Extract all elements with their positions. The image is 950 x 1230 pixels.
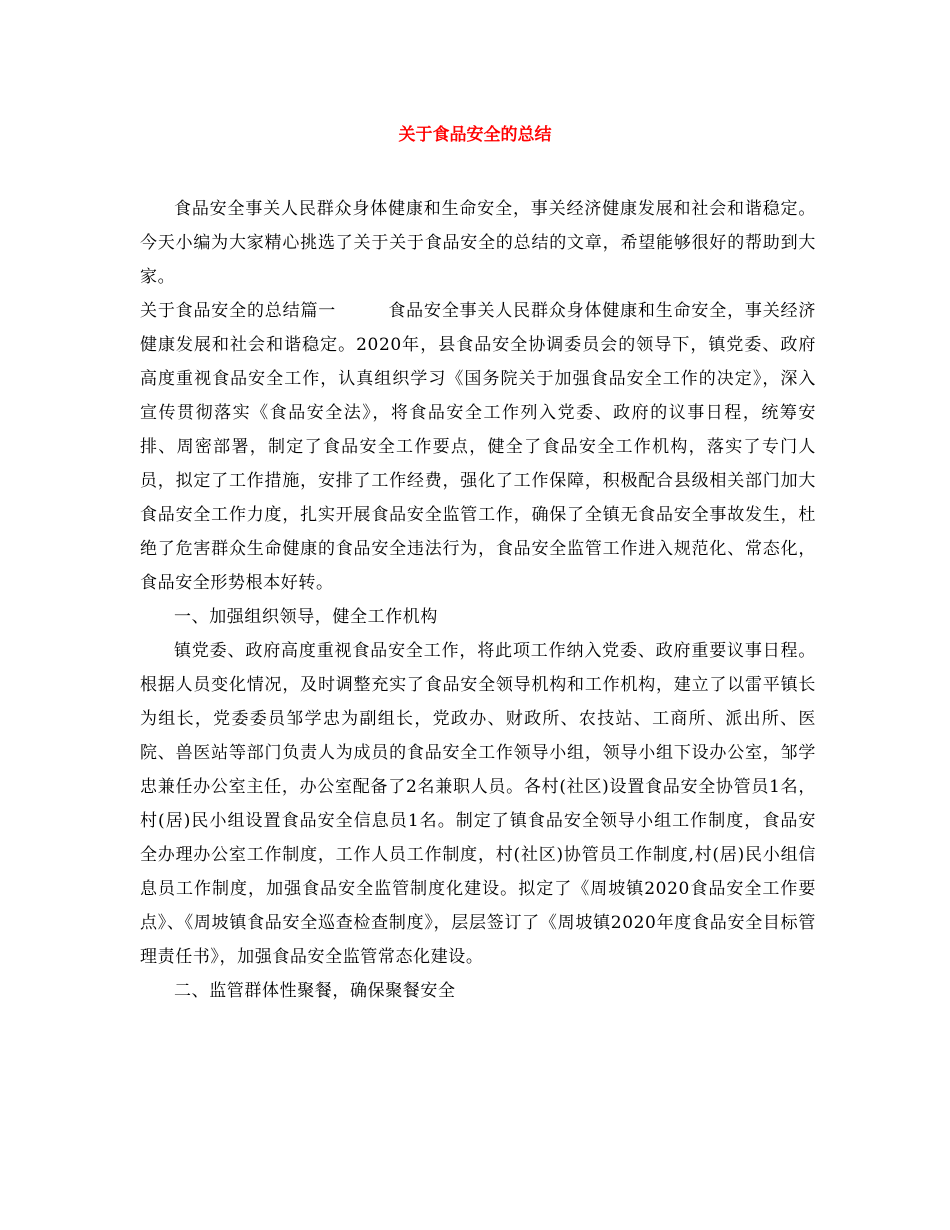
intro-paragraph: 食品安全事关人民群众身体健康和生命安全，事关经济健康发展和社会和谐稳定。今天小编为大家精心挑选了关于关于食品安全的总结的文章，希望能够很好的帮助到大家。 bbox=[140, 199, 816, 287]
document-body bbox=[140, 192, 816, 1008]
section-one-paragraph bbox=[140, 294, 816, 600]
heading-two: 二、监管群体性聚餐，确保聚餐安全 bbox=[174, 981, 456, 1001]
heading-one: 一、加强组织领导，健全工作机构 bbox=[174, 607, 438, 627]
paragraph-one: 镇党委、政府高度重视食品安全工作，将此项工作纳入党委、政府重要议事日程。根据人员变化情况，及时调整充实了食品安全领导机构和工作机构，建立了以雷平镇长为组长，党委委员邹学忠为副组长，党政办、财政所、农技站、工商所、派出所、医院、兽医站等部门负责人为成员的食品安全工作领导小组，领导小组下设办公室，邹学忠兼任办公室主任，办公室配备了2名兼职人员。各村(社区)设置食品安全协管员1名，村(居)民小组设置食品安全信息员1名。制定了镇食品安全领导小组工作制度，食品安全办理办公室工作制度，工作人员工作制度，村(社区)协管员工作制度,村(居)民小组信息员工作制度，加强食品安全监管制度化建设。拟定了《周坡镇2020食品安全工作要点》、《周坡镇食品安全巡查检查制度》，层层签订了《周坡镇2020年度食品安全目标管理责任书》，加强食品安全监管常态化建设。 bbox=[140, 641, 816, 967]
section-one-text: 食品安全事关人民群众身体健康和生命安全，事关经济健康发展和社会和谐稳定。2020年，县食品安全协调委员会的领导下，镇党委、政府高度重视食品安全工作，认真组织学习《国务院关于加强食品安全工作的决定》，深入宣传贯彻落实《食品安全法》，将食品安全工作列入党委、政府的议事日程，统筹安排、周密部署，制定了食品安全工作要点，健全了食品安全工作机构，落实了专门人员，拟定了工作措施，安排了工作经费，强化了工作保障，积极配合县级相关部门加大食品安全工作力度，扎实开展食品安全监管工作，确保了全镇无食品安全事故发生，杜绝了危害群众生命健康的食品安全违法行为，食品安全监管工作进入规范化、常态化，食品安全形势根本好转。 bbox=[140, 301, 816, 593]
section-one-label: 关于食品安全的总结篇一 bbox=[140, 301, 337, 321]
document-title: 关于食品安全的总结 bbox=[398, 125, 552, 145]
